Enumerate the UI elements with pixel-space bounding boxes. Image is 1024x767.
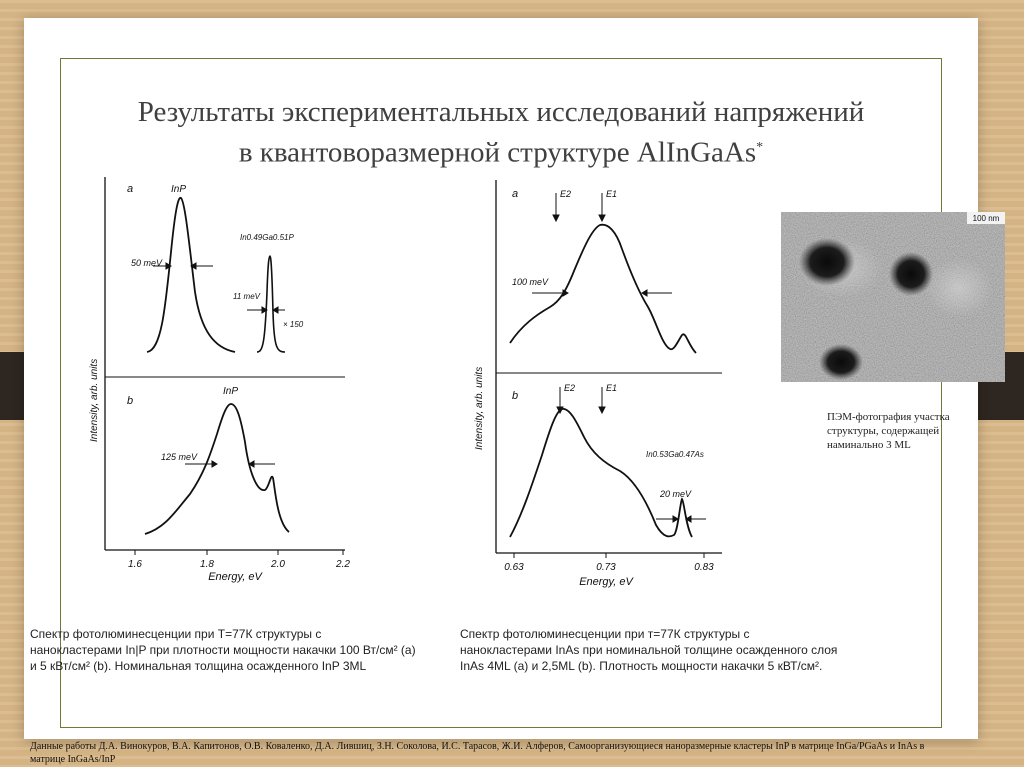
- left-panel-a-fwhm1: 50 meV: [131, 258, 163, 268]
- left-panel-a-label: a: [127, 183, 134, 195]
- right-panel-b-spectrum: [510, 409, 692, 537]
- figure-right: [460, 175, 728, 589]
- left-panel-a-peak1: InP: [171, 184, 187, 195]
- left-panel-b-fwhm-arrows: [185, 461, 275, 467]
- right-x-axis-label: Energy, eV: [579, 576, 633, 588]
- right-panel-a-e2: E2: [560, 189, 572, 199]
- left-panel-b-label: b: [127, 395, 134, 407]
- left-x-tick-2: 1.8: [200, 559, 214, 570]
- right-panel-a-label: a: [512, 188, 519, 200]
- left-x-tick-4: 2.2: [336, 559, 350, 570]
- tem-photo: [781, 212, 1005, 382]
- right-y-axis-label: Intensity, arb. units: [474, 366, 485, 450]
- left-panel-b-fwhm: 125 meV: [161, 452, 198, 462]
- tem-cluster-2: [889, 252, 933, 296]
- left-panel-a-fwhm2: 11 meV: [233, 292, 260, 301]
- left-x-tick-1: 1.6: [128, 559, 142, 570]
- source-credit: Данные работы Д.А. Винокуров, В.А. Капитонов, О.В. Коваленко, Д.А. Лившиц, З.Н. Соколова, И.С. Тарасов, Ж.И. Алферов, Самоорганизующиеся наноразмерные кластеры InP в матрице InGa/PGaAs и InAs в матрице InGaAs/InP: [30, 741, 925, 765]
- right-x-ticks: [514, 553, 704, 558]
- title-line-2-text: в квантоворазмерной структуре AlInGaAs: [238, 136, 757, 169]
- right-panel-a-e1: E1: [606, 189, 618, 199]
- right-figure-caption: Спектр фотолюминесценции при т=77К структуры с нанокластерами InAs при номинальной толщине осажденного слоя InAs 4ML (a) и 2,5ML (b). Плотность мощности накачки 5 кВТ/см².: [460, 627, 838, 673]
- left-panel-b-peak: InP: [223, 386, 239, 397]
- slide-title: [24, 94, 978, 171]
- left-panel-a-peak2: In0.49Ga0.51P: [240, 233, 294, 242]
- figure-left: [75, 172, 363, 584]
- right-panel-a-spectrum: [510, 225, 696, 353]
- right-panel-a-fwhm: 100 meV: [512, 277, 549, 287]
- left-x-tick-3: 2.0: [271, 559, 285, 570]
- left-y-axis-label: Intensity, arb. units: [89, 358, 100, 442]
- left-panel-a-ingap-peak: [257, 256, 285, 352]
- right-panel-b-e2: E2: [564, 383, 576, 393]
- figure-right-svg: [460, 175, 728, 589]
- right-panel-b-peak: In0.53Ga0.47As: [646, 450, 704, 459]
- right-panel-b-label: b: [512, 390, 519, 402]
- right-panel-a-fwhm-arrows: [532, 290, 672, 296]
- left-figure-caption: Спектр фотолюминесценции при Т=77К структуры с нанокластерами In|P при плотности мощности накачки 100 Вт/см² (a) и 5 кВт/см² (b). Номинальная толщина осажденного InP 3ML: [30, 627, 416, 673]
- left-x-ticks: [135, 550, 343, 555]
- right-x-tick-2: 0.73: [596, 562, 616, 573]
- right-x-tick-3: 0.83: [694, 562, 714, 573]
- right-panel-b-e1: E1: [606, 383, 618, 393]
- figure-left-svg: [75, 172, 363, 584]
- title-footnote-mark: *: [756, 140, 764, 155]
- title-line-2: [24, 130, 978, 171]
- left-panel-a-inp-peak: [147, 198, 235, 352]
- title-line-1: Результаты экспериментальных исследований напряжений: [137, 96, 865, 128]
- right-x-tick-1: 0.63: [504, 562, 524, 573]
- tem-scale-label: 100 nm: [972, 214, 1000, 223]
- tem-cluster-1: [799, 238, 855, 286]
- right-panel-b-fwhm: 20 meV: [660, 489, 692, 499]
- right-panel-b-fwhm-arrows: [656, 516, 706, 522]
- tem-cluster-3: [819, 344, 863, 380]
- tem-photo-svg: [781, 212, 1005, 382]
- left-panel-a-scale: × 150: [283, 320, 304, 329]
- left-x-axis-label: Energy, eV: [208, 571, 262, 583]
- tem-caption: ПЭМ-фотография участка структуры, содержащей наминально 3 ML: [827, 411, 950, 451]
- left-panel-b-spectrum: [145, 404, 289, 534]
